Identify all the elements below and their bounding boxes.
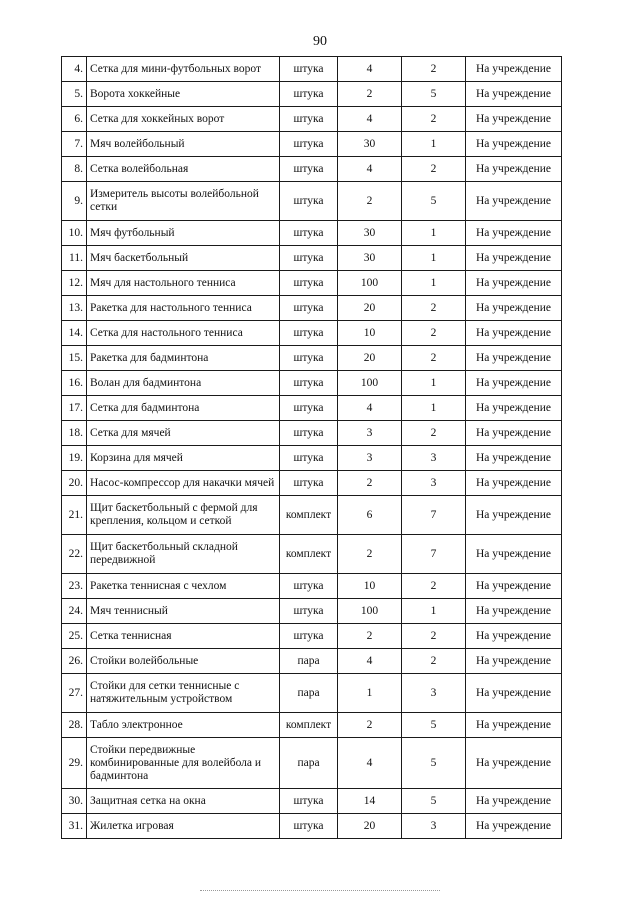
allocation-cell: На учреждение [466,574,562,599]
equipment-table [61,56,562,839]
equipment-table-body [62,57,562,839]
service-term-cell: 5 [402,789,466,814]
allocation-cell: На учреждение [466,674,562,713]
row-number-cell: 18. [62,421,87,446]
unit-cell: штука [280,182,338,221]
item-name-cell: Стойки волейбольные [87,649,280,674]
item-name-cell: Щит баскетбольный с фермой для крепления, кольцом и сеткой [87,496,280,535]
item-name-cell: Сетка для хоккейных ворот [87,107,280,132]
quantity-cell: 30 [338,246,402,271]
row-number-cell: 12. [62,271,87,296]
unit-cell: штука [280,624,338,649]
item-name-cell: Мяч теннисный [87,599,280,624]
item-name-cell: Сетка для мини-футбольных ворот [87,57,280,82]
quantity-cell: 2 [338,624,402,649]
table-row [62,738,562,789]
row-number-cell: 13. [62,296,87,321]
service-term-cell: 3 [402,814,466,839]
table-row [62,271,562,296]
table-row [62,814,562,839]
item-name-cell: Сетка волейбольная [87,157,280,182]
row-number-cell: 28. [62,713,87,738]
unit-cell: штука [280,574,338,599]
row-number-cell: 21. [62,496,87,535]
item-name-cell: Сетка для настольного тенниса [87,321,280,346]
quantity-cell: 4 [338,107,402,132]
unit-cell: штука [280,57,338,82]
service-term-cell: 3 [402,471,466,496]
table-row [62,321,562,346]
unit-cell: штука [280,221,338,246]
table-row [62,82,562,107]
quantity-cell: 2 [338,535,402,574]
row-number-cell: 8. [62,157,87,182]
service-term-cell: 2 [402,574,466,599]
table-row [62,789,562,814]
unit-cell: штука [280,396,338,421]
quantity-cell: 3 [338,421,402,446]
table-row [62,599,562,624]
service-term-cell: 2 [402,346,466,371]
page-number: 90 [313,34,327,49]
table-row [62,107,562,132]
unit-cell: штука [280,346,338,371]
table-row [62,296,562,321]
service-term-cell: 3 [402,674,466,713]
service-term-cell: 5 [402,182,466,221]
table-row [62,421,562,446]
unit-cell: пара [280,674,338,713]
row-number-cell: 23. [62,574,87,599]
item-name-cell: Сетка для мячей [87,421,280,446]
table-row [62,674,562,713]
table-row [62,371,562,396]
allocation-cell: На учреждение [466,296,562,321]
unit-cell: штука [280,82,338,107]
quantity-cell: 20 [338,814,402,839]
item-name-cell: Жилетка игровая [87,814,280,839]
table-row [62,182,562,221]
table-row [62,346,562,371]
row-number-cell: 30. [62,789,87,814]
allocation-cell: На учреждение [466,57,562,82]
allocation-cell: На учреждение [466,446,562,471]
item-name-cell: Сетка теннисная [87,624,280,649]
row-number-cell: 22. [62,535,87,574]
item-name-cell: Ворота хоккейные [87,82,280,107]
service-term-cell: 2 [402,321,466,346]
table-row [62,446,562,471]
item-name-cell: Защитная сетка на окна [87,789,280,814]
table-row [62,471,562,496]
row-number-cell: 16. [62,371,87,396]
quantity-cell: 20 [338,346,402,371]
table-row [62,57,562,82]
service-term-cell: 2 [402,421,466,446]
unit-cell: штука [280,789,338,814]
item-name-cell: Ракетка для бадминтона [87,346,280,371]
row-number-cell: 11. [62,246,87,271]
row-number-cell: 7. [62,132,87,157]
item-name-cell: Волан для бадминтона [87,371,280,396]
row-number-cell: 29. [62,738,87,789]
quantity-cell: 2 [338,713,402,738]
unit-cell: штука [280,132,338,157]
table-row [62,221,562,246]
quantity-cell: 30 [338,132,402,157]
row-number-cell: 27. [62,674,87,713]
item-name-cell: Корзина для мячей [87,446,280,471]
allocation-cell: На учреждение [466,471,562,496]
unit-cell: пара [280,738,338,789]
table-row [62,496,562,535]
quantity-cell: 4 [338,649,402,674]
allocation-cell: На учреждение [466,649,562,674]
service-term-cell: 7 [402,535,466,574]
allocation-cell: На учреждение [466,713,562,738]
unit-cell: штука [280,157,338,182]
service-term-cell: 2 [402,57,466,82]
row-number-cell: 17. [62,396,87,421]
item-name-cell: Стойки передвижные комбинированные для волейбола и бадминтона [87,738,280,789]
service-term-cell: 2 [402,649,466,674]
service-term-cell: 7 [402,496,466,535]
item-name-cell: Стойки для сетки теннисные с натяжительным устройством [87,674,280,713]
quantity-cell: 6 [338,496,402,535]
table-row [62,574,562,599]
unit-cell: комплект [280,535,338,574]
table-row [62,535,562,574]
item-name-cell: Мяч футбольный [87,221,280,246]
item-name-cell: Мяч волейбольный [87,132,280,157]
table-row [62,246,562,271]
table-row [62,396,562,421]
service-term-cell: 3 [402,446,466,471]
quantity-cell: 4 [338,57,402,82]
row-number-cell: 14. [62,321,87,346]
row-number-cell: 31. [62,814,87,839]
quantity-cell: 4 [338,738,402,789]
unit-cell: штука [280,321,338,346]
unit-cell: штука [280,599,338,624]
row-number-cell: 5. [62,82,87,107]
item-name-cell: Мяч для настольного тенниса [87,271,280,296]
service-term-cell: 2 [402,157,466,182]
quantity-cell: 100 [338,599,402,624]
row-number-cell: 10. [62,221,87,246]
item-name-cell: Ракетка для настольного тенниса [87,296,280,321]
quantity-cell: 4 [338,157,402,182]
row-number-cell: 9. [62,182,87,221]
unit-cell: штука [280,246,338,271]
quantity-cell: 10 [338,574,402,599]
table-row [62,713,562,738]
table-row [62,132,562,157]
allocation-cell: На учреждение [466,624,562,649]
row-number-cell: 19. [62,446,87,471]
row-number-cell: 25. [62,624,87,649]
unit-cell: штука [280,107,338,132]
allocation-cell: На учреждение [466,346,562,371]
row-number-cell: 26. [62,649,87,674]
service-term-cell: 2 [402,624,466,649]
unit-cell: штука [280,814,338,839]
service-term-cell: 5 [402,82,466,107]
allocation-cell: На учреждение [466,535,562,574]
allocation-cell: На учреждение [466,421,562,446]
service-term-cell: 1 [402,246,466,271]
allocation-cell: На учреждение [466,814,562,839]
service-term-cell: 5 [402,713,466,738]
quantity-cell: 4 [338,396,402,421]
quantity-cell: 2 [338,471,402,496]
quantity-cell: 14 [338,789,402,814]
unit-cell: штука [280,371,338,396]
quantity-cell: 2 [338,82,402,107]
item-name-cell: Насос-компрессор для накачки мячей [87,471,280,496]
allocation-cell: На учреждение [466,221,562,246]
quantity-cell: 30 [338,221,402,246]
allocation-cell: На учреждение [466,157,562,182]
row-number-cell: 6. [62,107,87,132]
service-term-cell: 1 [402,599,466,624]
allocation-cell: На учреждение [466,107,562,132]
table-row [62,649,562,674]
quantity-cell: 100 [338,271,402,296]
allocation-cell: На учреждение [466,496,562,535]
allocation-cell: На учреждение [466,371,562,396]
allocation-cell: На учреждение [466,396,562,421]
unit-cell: пара [280,649,338,674]
quantity-cell: 20 [338,296,402,321]
allocation-cell: На учреждение [466,182,562,221]
unit-cell: штука [280,446,338,471]
quantity-cell: 3 [338,446,402,471]
unit-cell: штука [280,471,338,496]
service-term-cell: 1 [402,271,466,296]
quantity-cell: 100 [338,371,402,396]
row-number-cell: 4. [62,57,87,82]
row-number-cell: 24. [62,599,87,624]
service-term-cell: 1 [402,396,466,421]
item-name-cell: Сетка для бадминтона [87,396,280,421]
table-row [62,624,562,649]
bottom-divider [200,890,440,891]
quantity-cell: 1 [338,674,402,713]
item-name-cell: Табло электронное [87,713,280,738]
service-term-cell: 1 [402,371,466,396]
allocation-cell: На учреждение [466,599,562,624]
quantity-cell: 2 [338,182,402,221]
item-name-cell: Мяч баскетбольный [87,246,280,271]
allocation-cell: На учреждение [466,132,562,157]
service-term-cell: 2 [402,296,466,321]
allocation-cell: На учреждение [466,82,562,107]
allocation-cell: На учреждение [466,789,562,814]
service-term-cell: 2 [402,107,466,132]
allocation-cell: На учреждение [466,246,562,271]
service-term-cell: 5 [402,738,466,789]
unit-cell: штука [280,421,338,446]
table-row [62,157,562,182]
item-name-cell: Щит баскетбольный складной передвижной [87,535,280,574]
allocation-cell: На учреждение [466,321,562,346]
service-term-cell: 1 [402,132,466,157]
item-name-cell: Измеритель высоты волейбольной сетки [87,182,280,221]
unit-cell: комплект [280,713,338,738]
allocation-cell: На учреждение [466,271,562,296]
quantity-cell: 10 [338,321,402,346]
row-number-cell: 15. [62,346,87,371]
row-number-cell: 20. [62,471,87,496]
unit-cell: комплект [280,496,338,535]
allocation-cell: На учреждение [466,738,562,789]
unit-cell: штука [280,296,338,321]
item-name-cell: Ракетка теннисная с чехлом [87,574,280,599]
unit-cell: штука [280,271,338,296]
service-term-cell: 1 [402,221,466,246]
